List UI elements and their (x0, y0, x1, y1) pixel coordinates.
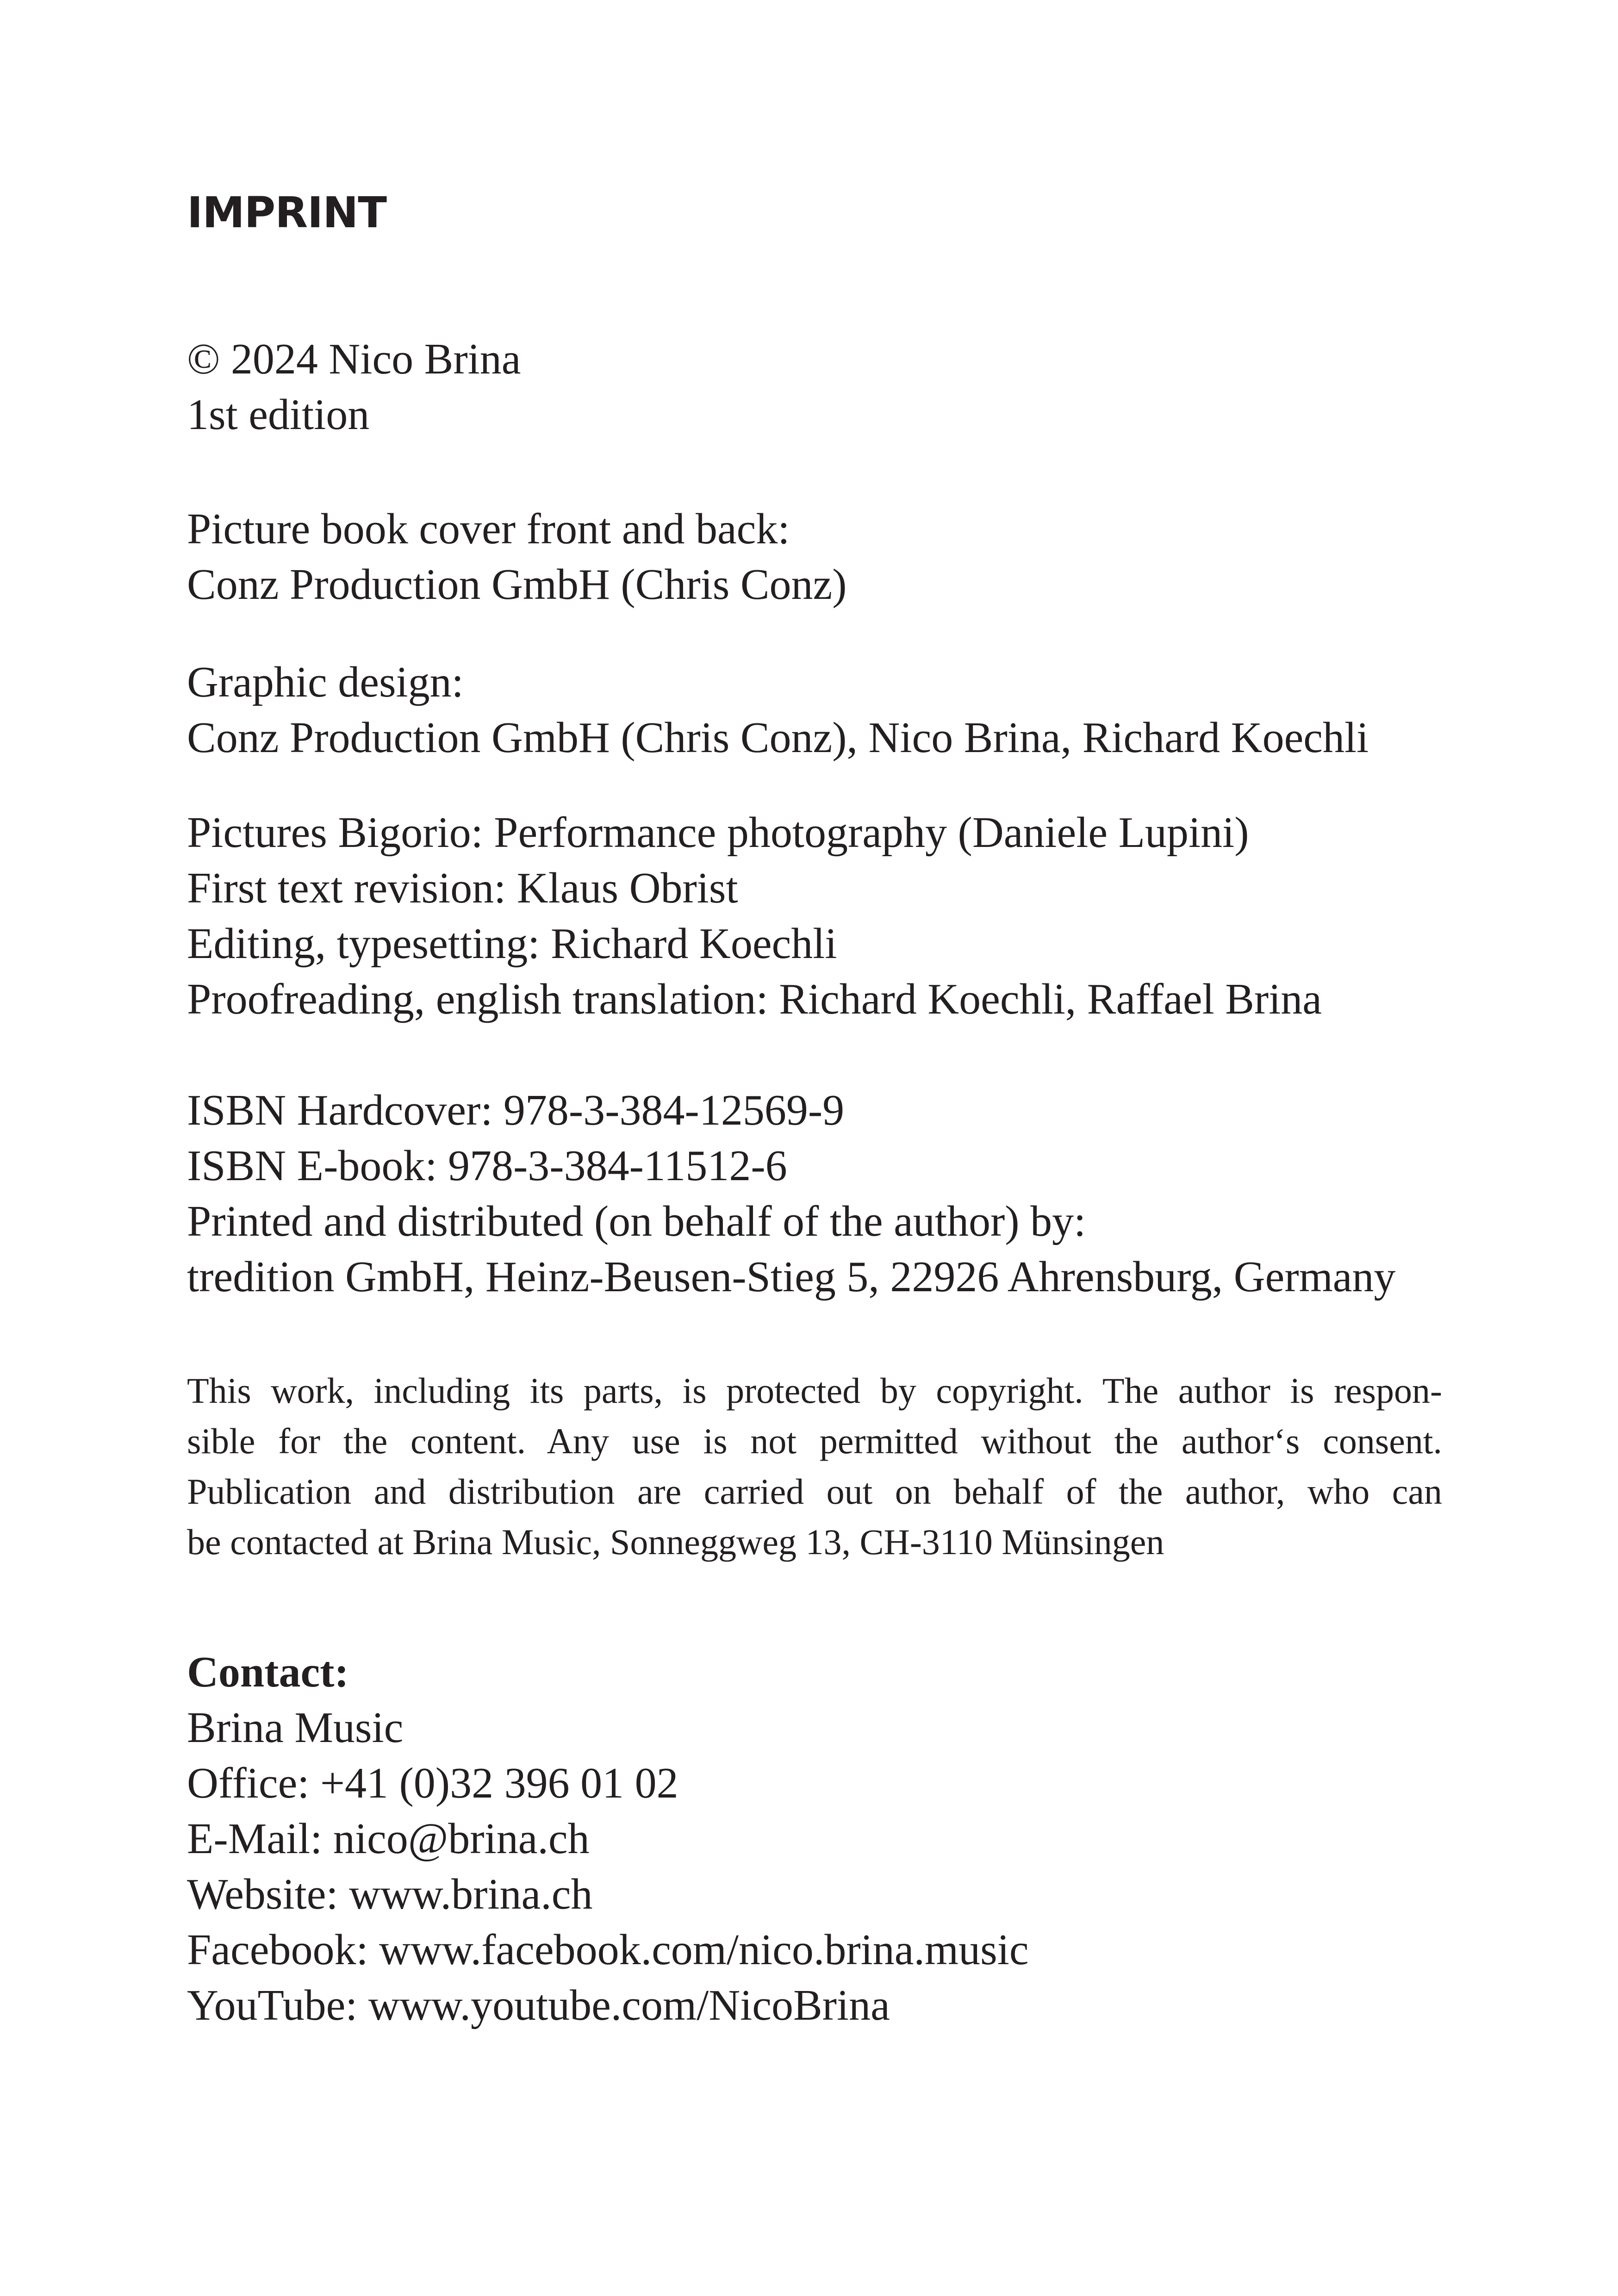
contact-email: E-Mail: nico@brina.ch (187, 1815, 590, 1863)
isbn-hardcover: ISBN Hardcover: 978-3-384-12569-9 (187, 1086, 845, 1134)
legal-line: sible for the content. Any use is not permitted without the author‘s consent. (187, 1421, 1442, 1461)
credit-line: Editing, typesetting: Richard Koechli (187, 920, 837, 968)
credit-line: Proofreading, english translation: Richard Koechli, Raffael Brina (187, 975, 1322, 1023)
contact-youtube: YouTube: www.youtube.com/NicoBrina (187, 1981, 890, 2029)
contact-block (187, 1644, 1029, 2033)
design-credit-block (187, 654, 1369, 765)
contact-company: Brina Music (187, 1704, 404, 1752)
design-credit-label: Graphic design: (187, 658, 464, 706)
contact-office: Office: +41 (0)32 396 01 02 (187, 1759, 678, 1807)
legal-line: This work, including its parts, is protected by copyright. The author is respon- (187, 1370, 1442, 1411)
design-credit-value: Conz Production GmbH (Chris Conz), Nico Brina, Richard Koechli (187, 714, 1369, 762)
credit-line: First text revision: Klaus Obrist (187, 864, 738, 912)
publishing-block (187, 1083, 1396, 1305)
cover-credit-block (187, 501, 847, 612)
legal-line: Publication and distribution are carried out on behalf of the author, who can (187, 1471, 1442, 1512)
legal-notice (187, 1365, 1442, 1567)
cover-credit-label: Picture book cover front and back: (187, 505, 790, 553)
contact-website: Website: www.brina.ch (187, 1870, 593, 1918)
credit-line: Pictures Bigorio: Performance photography (Daniele Lupini) (187, 809, 1249, 857)
edition-line: 1st edition (187, 391, 370, 439)
printer-label: Printed and distributed (on behalf of the author) by: (187, 1197, 1086, 1245)
copyright-block (187, 331, 521, 442)
copyright-line: © 2024 Nico Brina (187, 335, 521, 383)
cover-credit-value: Conz Production GmbH (Chris Conz) (187, 560, 847, 609)
printer-address: tredition GmbH, Heinz-Beusen-Stieg 5, 22926 Ahrensburg, Germany (187, 1253, 1396, 1301)
isbn-ebook: ISBN E-book: 978-3-384-11512-6 (187, 1142, 787, 1190)
legal-line: be contacted at Brina Music, Sonneggweg 13, CH-3110 Münsingen (187, 1522, 1164, 1562)
contact-title: Contact: (187, 1648, 349, 1696)
contact-facebook: Facebook: www.facebook.com/nico.brina.music (187, 1926, 1029, 1974)
page-title: IMPRINT (187, 188, 387, 237)
credits-block (187, 805, 1322, 1027)
